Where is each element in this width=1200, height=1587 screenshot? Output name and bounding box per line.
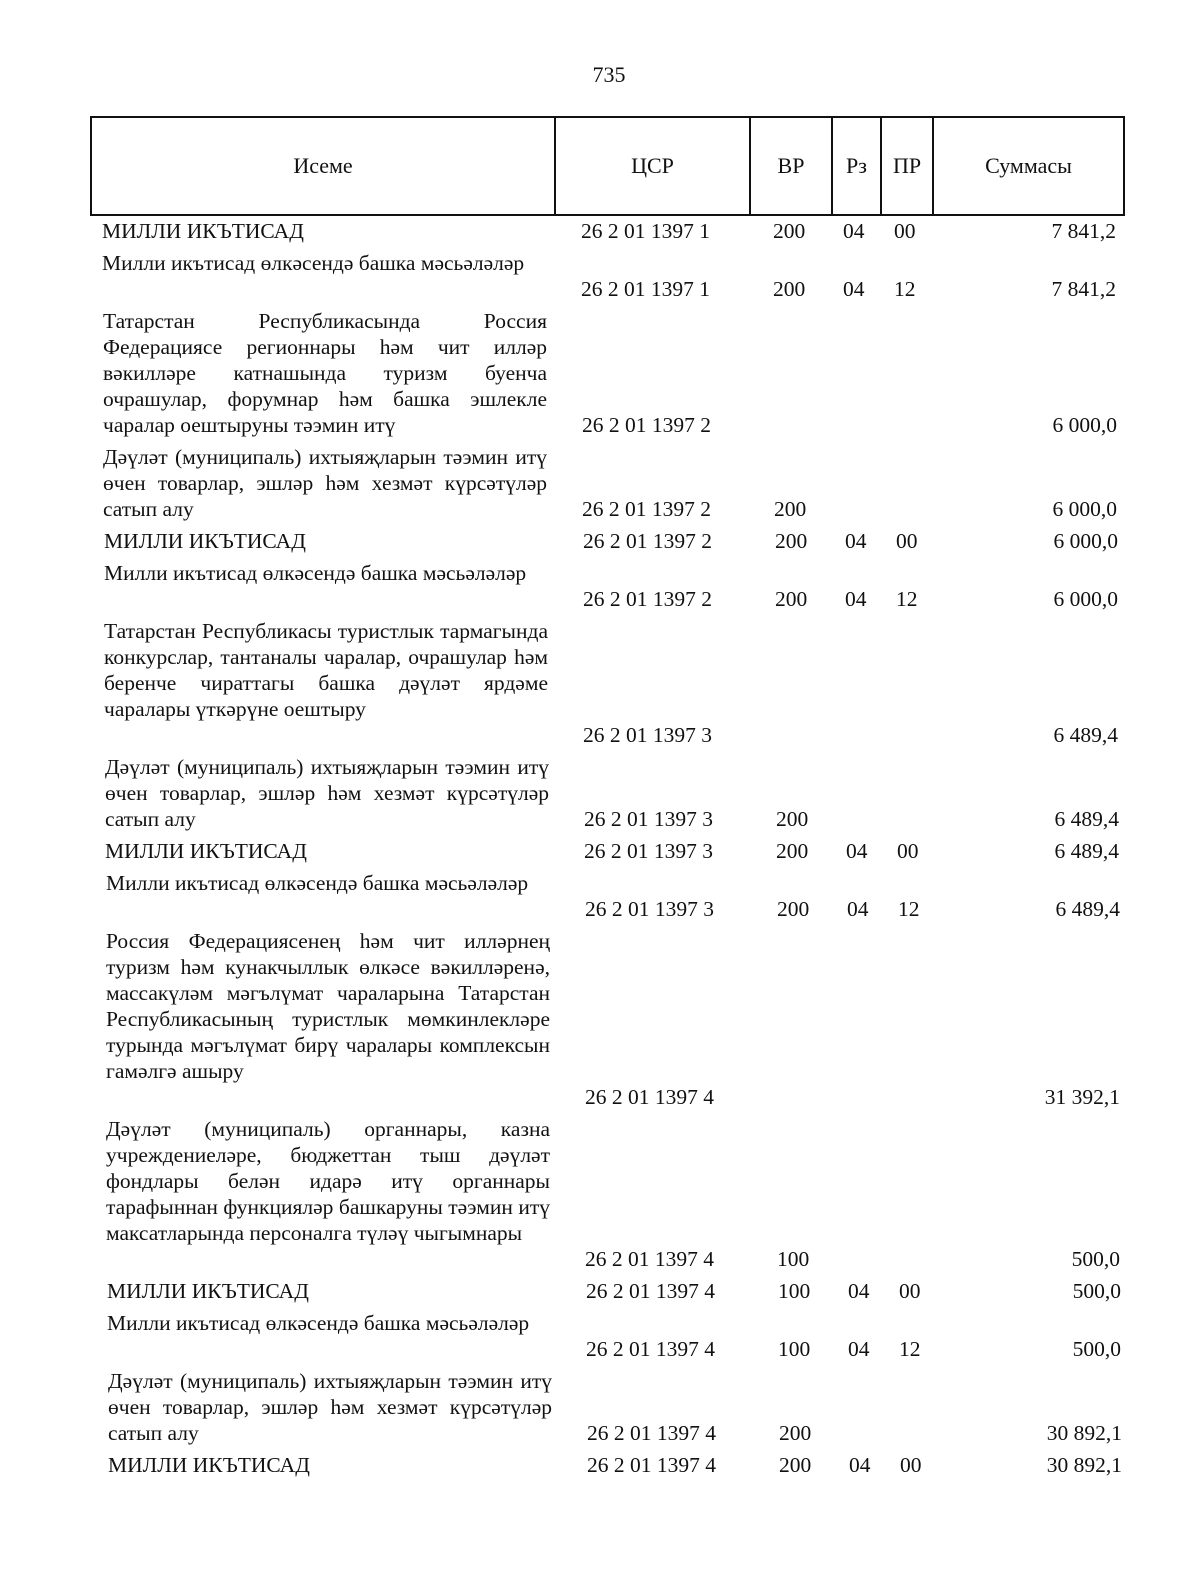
row-rz: 04	[849, 1453, 871, 1477]
table-row	[0, 218, 1200, 244]
row-pr: 12	[899, 1337, 921, 1361]
table-row	[0, 1278, 1200, 1304]
row-sum: 7 841,2	[1051, 219, 1116, 243]
row-vr: 100	[778, 1279, 811, 1303]
row-name: Милли икътисад өлкәсендә башка мәсьәләләр	[107, 1311, 530, 1335]
table-row	[0, 928, 1200, 1110]
row-pr: 12	[898, 897, 920, 921]
row-name: Милли икътисад өлкәсендә башка мәсьәләләр	[102, 251, 525, 275]
row-rz: 04	[848, 1337, 870, 1361]
row-sum: 500,0	[1072, 1337, 1121, 1361]
row-vr: 200	[774, 497, 807, 521]
table-row	[0, 754, 1200, 832]
table-body	[0, 218, 1200, 1484]
table-header	[90, 116, 1125, 216]
row-csr: 26 2 01 1397 3	[584, 807, 713, 831]
table-row	[0, 870, 1200, 922]
table-row	[0, 1310, 1200, 1362]
row-name: МИЛЛИ ИКЪТИСАД	[102, 219, 304, 243]
header-rz: Рз	[833, 118, 882, 214]
row-name: Милли икътисад өлкәсендә башка мәсьәләләр	[104, 561, 527, 585]
row-sum: 6 489,4	[1054, 807, 1119, 831]
header-sum: Суммасы	[985, 153, 1072, 178]
row-csr: 26 2 01 1397 4	[586, 1279, 715, 1303]
row-csr: 26 2 01 1397 1	[581, 277, 710, 301]
row-sum: 500,0	[1072, 1279, 1121, 1303]
row-csr: 26 2 01 1397 3	[584, 839, 713, 863]
header-vr: ВР	[751, 118, 833, 214]
header-csr: ЦСР	[556, 118, 751, 214]
row-sum: 30 892,1	[1046, 1453, 1122, 1477]
row-pr: 00	[900, 1453, 922, 1477]
row-name: Россия Федерациясенең һәм чит илләрнең туризм һәм кунакчыллык өлкәсе вәкилләренә, массакүләм мәгълүмат чараларына Татарстан Республикасының туристлык мөмкинлекләре турында мәгълүмат бирү чаралары комплексын гамәлгә ашыру	[106, 929, 550, 1083]
row-rz: 04	[845, 587, 867, 611]
row-csr: 26 2 01 1397 3	[583, 723, 712, 747]
row-vr: 100	[777, 1247, 810, 1271]
row-name: Дәүләт (муниципаль) органнары, казна учреждениеләре, бюджеттан тыш дәүләт фондлары белән идарә итү органнары тарафыннан функцияләр башкаруны тәэмин итү максатларында персоналга түләү чыгымнары	[106, 1117, 550, 1245]
row-sum: 31 392,1	[1044, 1085, 1120, 1109]
row-vr: 200	[776, 839, 809, 863]
row-csr: 26 2 01 1397 3	[585, 897, 714, 921]
row-rz: 04	[847, 897, 869, 921]
row-csr: 26 2 01 1397 2	[582, 497, 711, 521]
table-row	[0, 618, 1200, 748]
row-vr: 200	[779, 1453, 812, 1477]
row-rz: 04	[843, 219, 865, 243]
row-vr: 200	[777, 897, 810, 921]
row-sum: 6 489,4	[1055, 897, 1120, 921]
page-number: 735	[592, 62, 626, 87]
row-sum: 500,0	[1071, 1247, 1120, 1271]
row-pr: 00	[896, 529, 918, 553]
table-row	[0, 308, 1200, 438]
row-vr: 200	[773, 219, 806, 243]
row-vr: 200	[775, 587, 808, 611]
row-vr: 200	[776, 807, 809, 831]
row-csr: 26 2 01 1397 4	[587, 1453, 716, 1477]
row-csr: 26 2 01 1397 2	[583, 529, 712, 553]
row-rz: 04	[845, 529, 867, 553]
row-sum: 6 000,0	[1052, 413, 1117, 437]
row-pr: 12	[896, 587, 918, 611]
table-row	[0, 560, 1200, 612]
row-name: Дәүләт (муниципаль) ихтыяҗларын тәэмин итү өчен товарлар, эшләр һәм хезмәт күрсәтүләр сатып алу	[105, 755, 549, 831]
row-name: Татарстан Республикасы туристлык тармагында конкурслар, тантаналы чаралар, очрашулар һәм беренче чираттагы башка дәүләт ярдәме чаралары үткәрүне оештыру	[104, 619, 548, 721]
row-sum: 6 000,0	[1053, 587, 1118, 611]
row-csr: 26 2 01 1397 2	[583, 587, 712, 611]
table-row	[0, 250, 1200, 302]
header-name: Исеме	[92, 118, 556, 214]
row-name: МИЛЛИ ИКЪТИСАД	[104, 529, 306, 553]
row-csr: 26 2 01 1397 4	[585, 1085, 714, 1109]
row-sum: 30 892,1	[1046, 1421, 1122, 1445]
row-pr: 12	[894, 277, 916, 301]
header-pr: ПР	[882, 118, 934, 214]
row-vr: 200	[779, 1421, 812, 1445]
row-csr: 26 2 01 1397 1	[581, 219, 710, 243]
table-row	[0, 1368, 1200, 1446]
row-name: Дәүләт (муниципаль) ихтыяҗларын тәэмин итү өчен товарлар, эшләр һәм хезмәт күрсәтүләр сатып алу	[103, 445, 547, 521]
row-pr: 00	[899, 1279, 921, 1303]
table-row	[0, 838, 1200, 864]
row-sum: 6 000,0	[1053, 529, 1118, 553]
row-csr: 26 2 01 1397 4	[585, 1247, 714, 1271]
row-name: МИЛЛИ ИКЪТИСАД	[105, 839, 307, 863]
row-sum: 7 841,2	[1051, 277, 1116, 301]
table-row	[0, 444, 1200, 522]
table-row	[0, 1116, 1200, 1272]
table-row	[0, 528, 1200, 554]
row-rz: 04	[848, 1279, 870, 1303]
row-csr: 26 2 01 1397 4	[586, 1337, 715, 1361]
row-csr: 26 2 01 1397 2	[582, 413, 711, 437]
row-name: Татарстан Республикасында Россия Федерациясе регионнары һәм чит илләр вәкилләре катнашында туризм буенча очрашулар, форумнар һәм башка эшлекле чаралар оештыруны тәэмин итү	[103, 309, 547, 437]
row-rz: 04	[843, 277, 865, 301]
row-sum: 6 000,0	[1052, 497, 1117, 521]
row-sum: 6 489,4	[1053, 723, 1118, 747]
row-name: МИЛЛИ ИКЪТИСАД	[107, 1279, 309, 1303]
row-name: Дәүләт (муниципаль) ихтыяҗларын тәэмин итү өчен товарлар, эшләр һәм хезмәт күрсәтүләр сатып алу	[108, 1369, 552, 1445]
row-pr: 00	[894, 219, 916, 243]
row-sum: 6 489,4	[1054, 839, 1119, 863]
row-vr: 200	[775, 529, 808, 553]
table-row	[0, 1452, 1200, 1478]
row-name: Милли икътисад өлкәсендә башка мәсьәләләр	[106, 871, 529, 895]
row-vr: 100	[778, 1337, 811, 1361]
row-rz: 04	[846, 839, 868, 863]
row-name: МИЛЛИ ИКЪТИСАД	[108, 1453, 310, 1477]
row-pr: 00	[897, 839, 919, 863]
row-vr: 200	[773, 277, 806, 301]
row-csr: 26 2 01 1397 4	[587, 1421, 716, 1445]
